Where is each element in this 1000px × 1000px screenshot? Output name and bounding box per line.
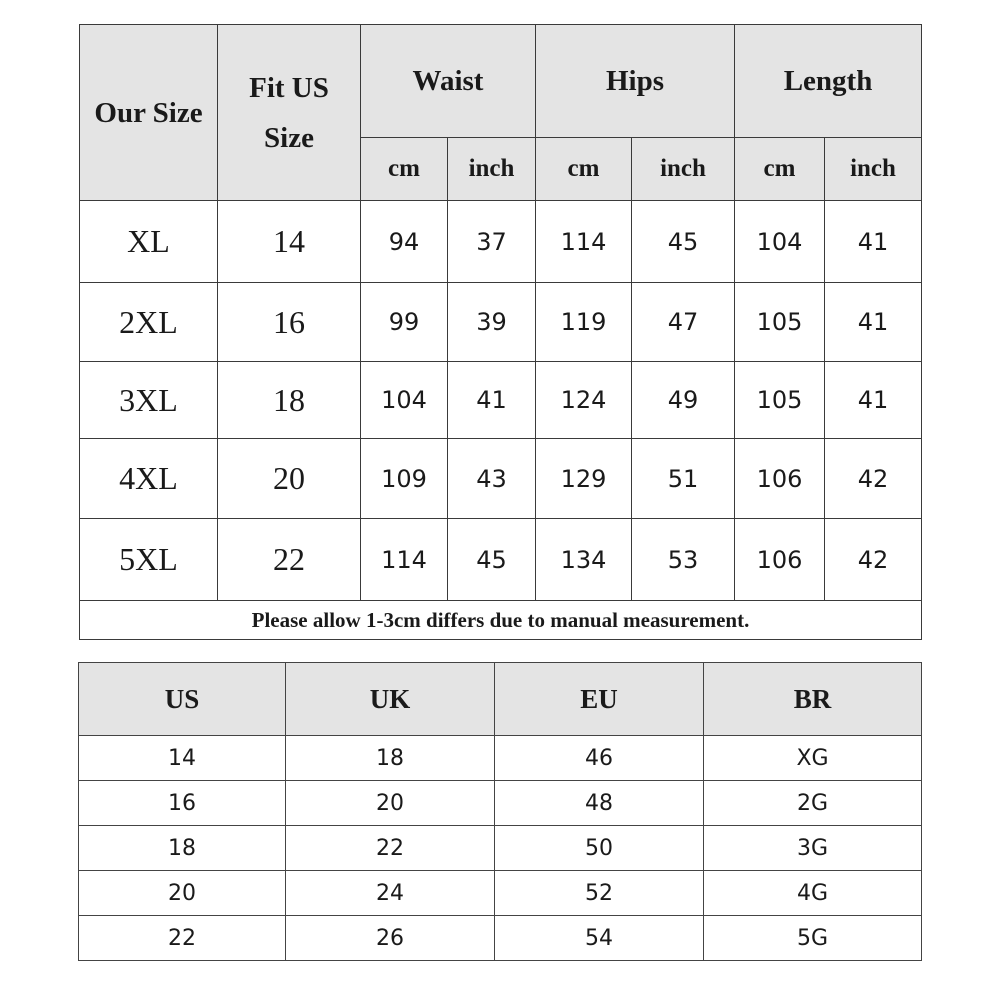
size-chart-table [79, 24, 922, 640]
waist-inch-cell: 45 [448, 519, 536, 601]
header-br: BR [704, 663, 922, 736]
waist-inch-cell: 41 [448, 362, 536, 439]
waist-inch-cell: 39 [448, 283, 536, 362]
table-row [79, 781, 922, 826]
us-cell: 20 [79, 871, 286, 916]
uk-cell: 22 [286, 826, 495, 871]
br-cell: 4G [704, 871, 922, 916]
hips-inch-cell: 53 [632, 519, 735, 601]
waist-cm-cell: 99 [361, 283, 448, 362]
hips-cm-cell: 114 [536, 201, 632, 283]
header-length-cm: cm [735, 138, 825, 201]
waist-cm-cell: 104 [361, 362, 448, 439]
header-uk: UK [286, 663, 495, 736]
hips-cm-cell: 134 [536, 519, 632, 601]
header-our-size: Our Size [80, 25, 218, 201]
length-inch-cell: 41 [825, 362, 922, 439]
hips-inch-cell: 49 [632, 362, 735, 439]
waist-inch-cell: 37 [448, 201, 536, 283]
hips-cm-cell: 124 [536, 362, 632, 439]
header-waist-inch: inch [448, 138, 536, 201]
size-conversion-table [78, 662, 922, 961]
length-inch-cell: 42 [825, 519, 922, 601]
header-length: Length [735, 25, 922, 138]
hips-cm-cell: 119 [536, 283, 632, 362]
uk-cell: 18 [286, 736, 495, 781]
our-size-cell: XL [80, 201, 218, 283]
eu-cell: 48 [495, 781, 704, 826]
length-cm-cell: 104 [735, 201, 825, 283]
table-row [80, 283, 922, 362]
measurement-note: Please allow 1-3cm differs due to manual measurement. [80, 601, 922, 640]
br-cell: 5G [704, 916, 922, 961]
hips-inch-cell: 51 [632, 439, 735, 519]
header-hips-cm: cm [536, 138, 632, 201]
br-cell: XG [704, 736, 922, 781]
table-row [80, 362, 922, 439]
length-inch-cell: 41 [825, 283, 922, 362]
length-inch-cell: 42 [825, 439, 922, 519]
fit-us-size-cell: 16 [218, 283, 361, 362]
table-row [79, 916, 922, 961]
fit-us-size-cell: 14 [218, 201, 361, 283]
waist-cm-cell: 109 [361, 439, 448, 519]
table-row [79, 871, 922, 916]
table-row [80, 439, 922, 519]
header-hips: Hips [536, 25, 735, 138]
fit-us-size-cell: 20 [218, 439, 361, 519]
table-row [79, 736, 922, 781]
br-cell: 3G [704, 826, 922, 871]
us-cell: 18 [79, 826, 286, 871]
header-waist: Waist [361, 25, 536, 138]
hips-cm-cell: 129 [536, 439, 632, 519]
eu-cell: 52 [495, 871, 704, 916]
table-row [79, 826, 922, 871]
our-size-cell: 5XL [80, 519, 218, 601]
eu-cell: 54 [495, 916, 704, 961]
us-cell: 14 [79, 736, 286, 781]
header-us: US [79, 663, 286, 736]
uk-cell: 20 [286, 781, 495, 826]
eu-cell: 50 [495, 826, 704, 871]
waist-cm-cell: 94 [361, 201, 448, 283]
fit-us-size-cell: 22 [218, 519, 361, 601]
waist-inch-cell: 43 [448, 439, 536, 519]
length-cm-cell: 105 [735, 362, 825, 439]
length-cm-cell: 105 [735, 283, 825, 362]
our-size-cell: 3XL [80, 362, 218, 439]
our-size-cell: 4XL [80, 439, 218, 519]
note-row [80, 601, 922, 640]
hips-inch-cell: 47 [632, 283, 735, 362]
length-cm-cell: 106 [735, 439, 825, 519]
uk-cell: 26 [286, 916, 495, 961]
header-eu: EU [495, 663, 704, 736]
header-length-inch: inch [825, 138, 922, 201]
our-size-cell: 2XL [80, 283, 218, 362]
eu-cell: 46 [495, 736, 704, 781]
uk-cell: 24 [286, 871, 495, 916]
us-cell: 16 [79, 781, 286, 826]
fit-us-size-cell: 18 [218, 362, 361, 439]
waist-cm-cell: 114 [361, 519, 448, 601]
us-cell: 22 [79, 916, 286, 961]
br-cell: 2G [704, 781, 922, 826]
header-fit-us-size: Fit US Size [218, 25, 361, 201]
table-row [80, 519, 922, 601]
hips-inch-cell: 45 [632, 201, 735, 283]
length-cm-cell: 106 [735, 519, 825, 601]
length-inch-cell: 41 [825, 201, 922, 283]
header-hips-inch: inch [632, 138, 735, 201]
table-row [80, 201, 922, 283]
header-waist-cm: cm [361, 138, 448, 201]
